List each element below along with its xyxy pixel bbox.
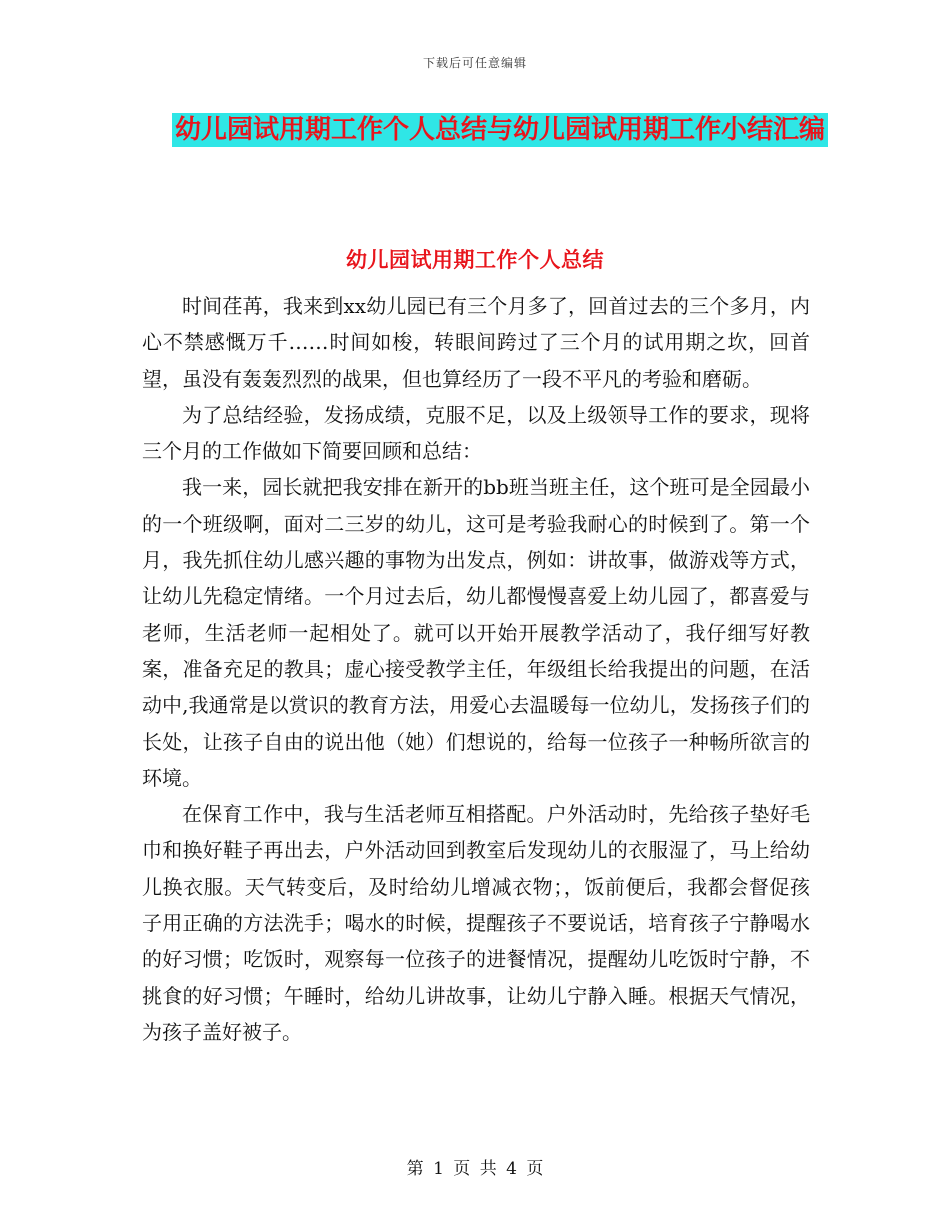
document-body [142,288,810,1050]
paragraph: 我一来，园长就把我安排在新开的bb班当班主任，这个班可是全园最小的一个班级啊，面对二三岁的幼儿，这可是考验我耐心的时候到了。第一个月，我先抓住幼儿感兴趣的事物为出发点，例如：讲故事，做游戏等方式，让幼儿先稳定情绪。一个月过去后，幼儿都慢慢喜爱上幼儿园了，都喜爱与老师，生活老师一起相处了。就可以开始开展教学活动了，我仔细写好教案，准备充足的教具；虚心接受教学主任，年级组长给我提出的问题，在活动中,我通常是以赏识的教育方法，用爱心去温暖每一位幼儿，发扬孩子们的长处，让孩子自由的说出他（她）们想说的，给每一位孩子一种畅所欲言的环境。 [142,475,810,790]
header-note: 下载后可任意编辑 [422,56,527,70]
document-title [140,108,860,153]
page-footer: 第 1 页 共 4 页 [406,1159,544,1179]
paragraph: 时间荏苒，我来到xx幼儿园已有三个月多了，回首过去的三个多月，内心不禁感慨万千……时间如梭，转眼间跨过了三个月的试用期之坎，回首望，虽没有轰轰烈烈的战果，但也算经历了一段不平凡的考验和磨砺。 [142,294,810,391]
section-title: 幼儿园试用期工作个人总结 [346,247,604,272]
document-title-text: 幼儿园试用期工作个人总结与幼儿园试用期工作小结汇编 [172,113,828,147]
paragraph: 在保育工作中，我与生活老师互相搭配。户外活动时，先给孩子垫好毛巾和换好鞋子再出去，户外活动回到教室后发现幼儿的衣服湿了，马上给幼儿换衣服。天气转变后，及时给幼儿增减衣物；，饭前便后，我都会督促孩子用正确的方法洗手；喝水的时候，提醒孩子不要说话，培育孩子宁静喝水的好习惯；吃饭时，观察每一位孩子的进餐情况，提醒幼儿吃饭时宁静，不挑食的好习惯；午睡时，给幼儿讲故事，让幼儿宁静入睡。根据天气情况，为孩子盖好被子。 [142,802,810,1044]
paragraph: 为了总结经验，发扬成绩，克服不足，以及上级领导工作的要求，现将三个月的工作做如下简要回顾和总结： [142,402,810,464]
